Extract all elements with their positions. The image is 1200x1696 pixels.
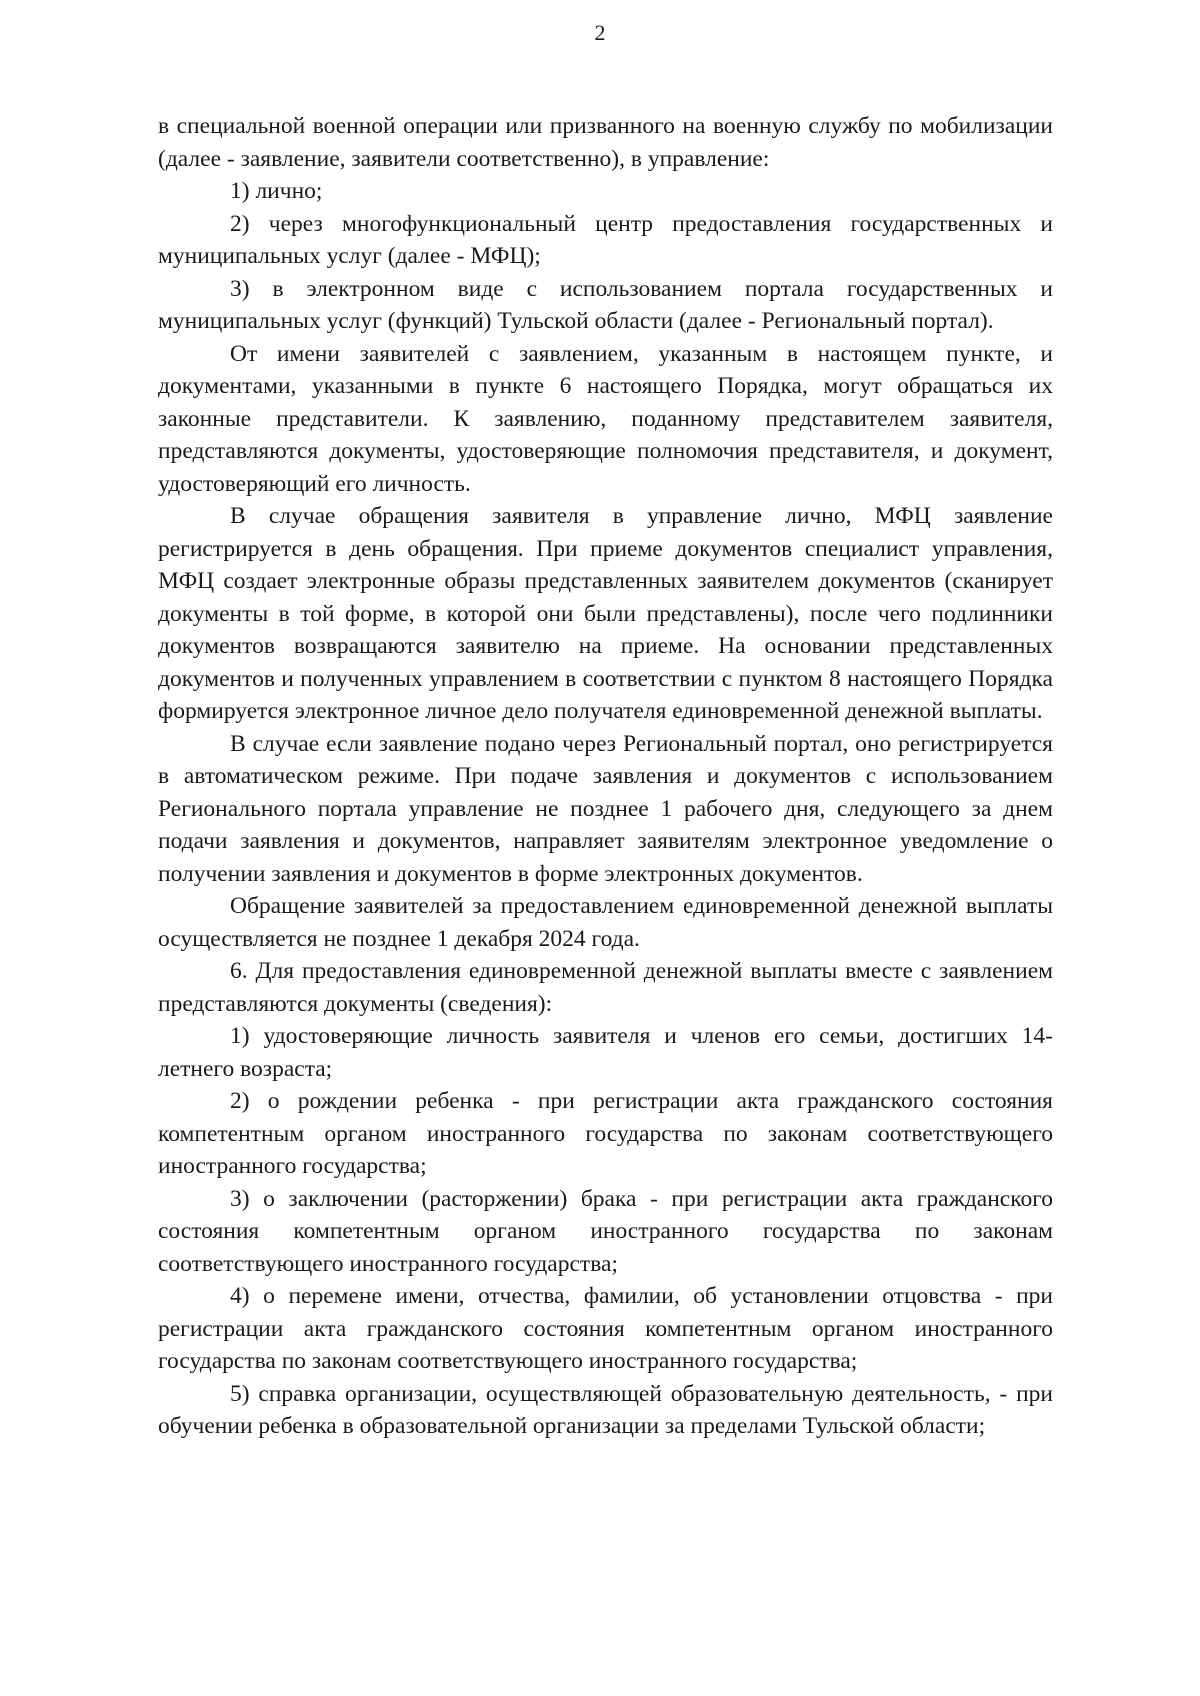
paragraph-item-1-in-person: 1) лично; (230, 178, 323, 204)
paragraph-deadline: Обращение заявителей за предоставлением единовременной денежной выплаты осуществляется не позднее 1 декабря 2024 года. (158, 893, 1053, 952)
paragraph-doc-1-identity: 1) удостоверяющие личность заявителя и членов его семьи, достигших 14-летнего возраста; (158, 1023, 1053, 1082)
paragraph-doc-4-name-change: 4) о перемене имени, отчества, фамилии, об установлении отцовства - при регистрации акта гражданского состояния компетентным органом иностранного государства по законам соответствующего иностранного государства; (158, 1283, 1053, 1374)
document-body (158, 110, 1053, 1443)
paragraph-doc-5-education: 5) справка организации, осуществляющей образовательную деятельность, - при обучении ребенка в образовательной организации за пределами Тульской области; (158, 1380, 1053, 1439)
paragraph-item-2-mfc: 2) через многофункциональный центр предоставления государственных и муниципальных услуг (далее - МФЦ); (158, 210, 1053, 269)
paragraph-in-person-registration: В случае обращения заявителя в управление лично, МФЦ заявление регистрируется в день обращения. При приеме документов специалист управления, МФЦ создает электронные образы представленных заявителем документов (сканирует документы в той форме, в которой они были представлены), после чего подлинники документов возвращаются заявителю на приеме. На основании представленных документов и полученных управлением в соответствии с пунктом 8 настоящего Порядка формируется электронное личное дело получателя единовременной денежной выплаты. (158, 503, 1053, 724)
paragraph-doc-3-marriage: 3) о заключении (расторжении) брака - при регистрации акта гражданского состояния компетентным органом иностранного государства по законам соответствующего иностранного государства; (158, 1185, 1053, 1277)
page-number: 2 (594, 20, 606, 45)
paragraph-portal-registration: В случае если заявление подано через Региональный портал, оно регистрируется в автоматическом режиме. При подаче заявления и документов с использованием Регионального портала управление не позднее 1 рабочего дня, следующего за днем подачи заявления и документов, направляет заявителям электронное уведомление о получении заявления и документов в форме электронных документов. (158, 730, 1053, 887)
paragraph-section-6: 6. Для предоставления единовременной денежной выплаты вместе с заявлением представляются документы (сведения): (158, 958, 1053, 1017)
paragraph-representatives: От имени заявителей с заявлением, указанным в настоящем пункте, и документами, указанными в пункте 6 настоящего Порядка, могут обращаться их законные представители. К заявлению, поданному представителем заявителя, представляются документы, удостоверяющие полномочия представителя, и документ, удостоверяющий его личность. (158, 340, 1053, 497)
paragraph-doc-2-birth: 2) о рождении ребенка - при регистрации акта гражданского состояния компетентным органом иностранного государства по законам соответствующего иностранного государства; (158, 1088, 1053, 1179)
paragraph-intro: в специальной военной операции или призванного на военную службу по мобилизации (далее - заявление, заявители соответственно), в управление: (158, 113, 1053, 172)
paragraph-item-3-regional-portal: 3) в электронном виде с использованием портала государственных и муниципальных услуг (функций) Тульской области (далее - Региональный портал). (158, 275, 1053, 334)
